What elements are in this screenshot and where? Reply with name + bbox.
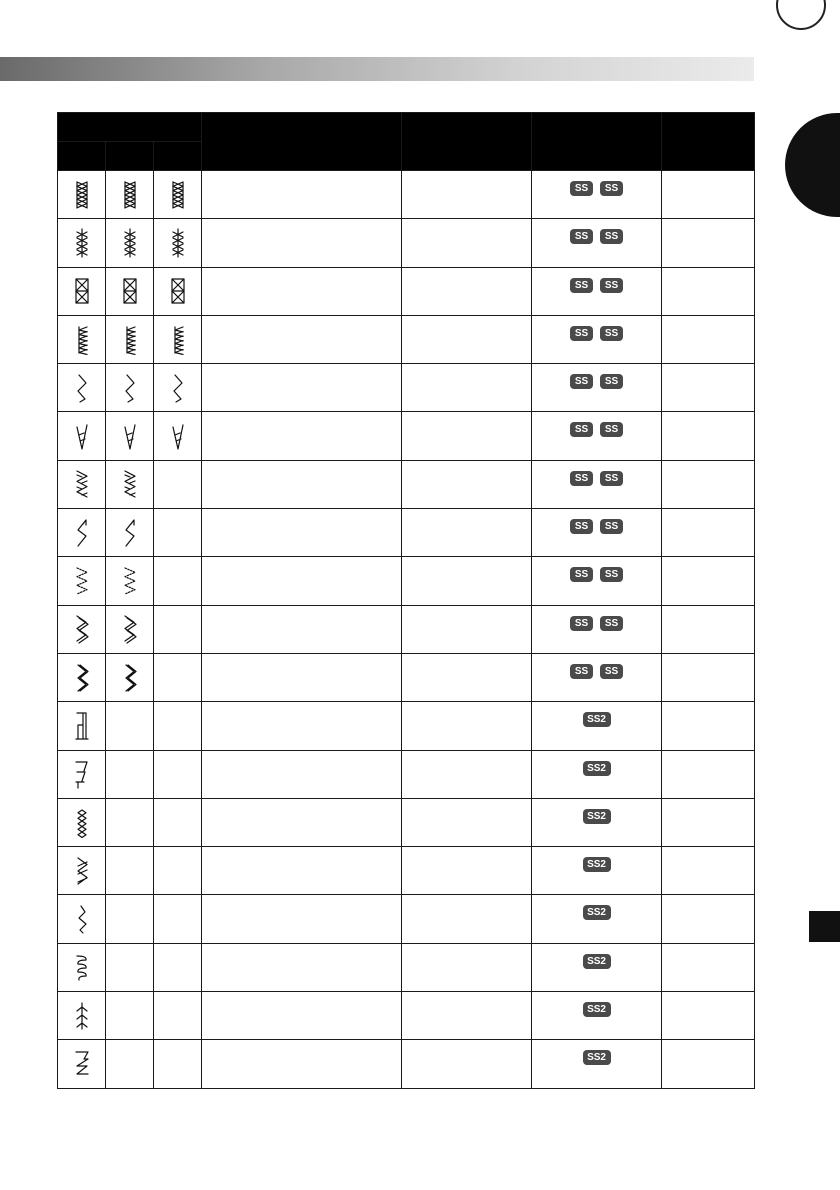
box-x-stitch-icon (74, 282, 90, 299)
stitch-pattern-cell (154, 315, 202, 363)
stitch-name-cell (202, 460, 402, 508)
application-cell (402, 702, 532, 750)
application-cell (402, 895, 532, 943)
extra-cell (662, 750, 755, 798)
double-x-stitch-icon (170, 234, 186, 251)
presser-foot-cell (532, 992, 662, 1040)
presser-foot-cell (532, 653, 662, 701)
table-row (58, 171, 755, 219)
stitch-pattern-cell (58, 943, 106, 991)
section-header-bar (0, 57, 754, 81)
stitch-pattern-cell (154, 943, 202, 991)
stitch-name-cell (202, 798, 402, 846)
presser-foot-cell (532, 509, 662, 557)
extra-cell (662, 605, 755, 653)
stitch-name-cell (202, 992, 402, 1040)
presser-foot-cell (532, 171, 662, 219)
extra-cell (662, 460, 755, 508)
stitch-name-cell (202, 750, 402, 798)
stitch-pattern-cell (106, 653, 154, 701)
stitch-pattern-cell (154, 798, 202, 846)
stitch-subheader-3 (154, 142, 202, 171)
presser-foot-badge: SS2 (583, 905, 611, 920)
table-row (58, 895, 755, 943)
table-row (58, 460, 755, 508)
presser-foot-cell (532, 605, 662, 653)
presser-foot-badge: SS (570, 422, 593, 437)
presser-foot-badge: SS (570, 471, 593, 486)
stitch-pattern-cell (154, 992, 202, 1040)
extra-cell (662, 557, 755, 605)
stitch-pattern-cell (106, 750, 154, 798)
stitch-name-cell (202, 171, 402, 219)
stitch-pattern-cell (58, 557, 106, 605)
table-row (58, 557, 755, 605)
presser-foot-badge: SS (600, 616, 623, 631)
table-row (58, 1040, 755, 1088)
table-row (58, 653, 755, 701)
stitch-name-cell (202, 315, 402, 363)
stitch-pattern-cell (106, 847, 154, 895)
table-row (58, 412, 755, 460)
stitch-name-cell (202, 219, 402, 267)
arrow-zigzag-stitch-icon (74, 524, 90, 541)
triple-zigzag-stitch-icon (122, 621, 138, 638)
application-header (402, 113, 532, 171)
extra-cell (662, 702, 755, 750)
presser-foot-badge: SS (570, 181, 593, 196)
application-cell (402, 557, 532, 605)
stitch-pattern-cell (154, 702, 202, 750)
application-cell (402, 847, 532, 895)
application-cell (402, 171, 532, 219)
table-row (58, 750, 755, 798)
extra-cell (662, 171, 755, 219)
table-row (58, 605, 755, 653)
stitch-pattern-cell (106, 509, 154, 557)
presser-foot-cell (532, 895, 662, 943)
presser-foot-cell (532, 798, 662, 846)
stitch-pattern-cell (154, 460, 202, 508)
presser-foot-badge: SS2 (583, 761, 611, 776)
stitch-name-cell (202, 943, 402, 991)
extra-header (662, 113, 755, 171)
application-cell (402, 943, 532, 991)
blind-hem-stitch-icon (74, 717, 90, 734)
stitch-pattern-cell (154, 364, 202, 412)
presser-foot-badge: SS (570, 326, 593, 341)
presser-foot-header (532, 113, 662, 171)
table-row (58, 992, 755, 1040)
stitch-pattern-cell (154, 847, 202, 895)
stitch-name-cell (202, 702, 402, 750)
extra-cell (662, 509, 755, 557)
stitch-pattern-cell (58, 171, 106, 219)
triple-zigzag-stitch-icon (74, 621, 90, 638)
presser-foot-badge: SS (570, 519, 593, 534)
feather-zigzag-stitch-icon (74, 476, 90, 493)
presser-foot-badge: SS (570, 229, 593, 244)
application-cell (402, 219, 532, 267)
box-x-stitch-icon (170, 282, 186, 299)
stitch-name-cell (202, 847, 402, 895)
application-cell (402, 412, 532, 460)
application-cell (402, 509, 532, 557)
stitch-name-cell (202, 267, 402, 315)
stitch-pattern-cell (106, 798, 154, 846)
presser-foot-badge: SS (570, 278, 593, 293)
chevron-stack-stitch-icon (122, 331, 138, 348)
diamond-stitch-icon (74, 814, 90, 831)
table-row (58, 364, 755, 412)
application-cell (402, 605, 532, 653)
stitch-pattern-cell (106, 219, 154, 267)
registration-mark (776, 0, 826, 30)
presser-foot-badge: SS (600, 229, 623, 244)
stitch-name-cell (202, 653, 402, 701)
stitch-name-cell (202, 895, 402, 943)
presser-foot-badge: SS (600, 471, 623, 486)
presser-foot-badge: SS (600, 181, 623, 196)
extra-cell (662, 315, 755, 363)
presser-foot-cell (532, 702, 662, 750)
stitch-pattern-cell (106, 605, 154, 653)
stitch-pattern-cell (58, 798, 106, 846)
feather-zigzag-stitch-icon (122, 476, 138, 493)
stitch-pattern-cell (58, 315, 106, 363)
shell-zigzag-stitch-icon (74, 862, 90, 879)
dotted-zigzag-stitch-icon (74, 572, 90, 589)
extra-cell (662, 943, 755, 991)
stitch-pattern-cell (106, 315, 154, 363)
stitch-pattern-cell (106, 702, 154, 750)
application-cell (402, 750, 532, 798)
stitch-pattern-cell (58, 605, 106, 653)
application-cell (402, 364, 532, 412)
table-row (58, 847, 755, 895)
application-cell (402, 1040, 532, 1088)
stitch-name-cell (202, 557, 402, 605)
presser-foot-cell (532, 219, 662, 267)
double-zigzag-stitch-icon (122, 669, 138, 686)
stitch-pattern-cell (106, 943, 154, 991)
presser-foot-badge: SS (570, 616, 593, 631)
stitch-pattern-cell (58, 412, 106, 460)
cross-stitch-icon (122, 186, 138, 203)
stitch-pattern-cell (154, 267, 202, 315)
tick-zigzag-stitch-icon (170, 427, 186, 444)
application-cell (402, 315, 532, 363)
presser-foot-badge: SS (600, 567, 623, 582)
extra-cell (662, 798, 755, 846)
application-cell (402, 460, 532, 508)
application-cell (402, 798, 532, 846)
stitch-subheader-1 (58, 142, 106, 171)
stitch-pattern-cell (106, 171, 154, 219)
presser-foot-cell (532, 847, 662, 895)
serpentine-stitch-icon (74, 910, 90, 927)
stitch-pattern-cell (106, 1040, 154, 1088)
stitch-pattern-cell (106, 364, 154, 412)
presser-foot-badge: SS (600, 422, 623, 437)
presser-foot-badge: SS (600, 374, 623, 389)
double-zigzag-stitch-icon (74, 669, 90, 686)
application-cell (402, 992, 532, 1040)
zigzag-stitch-icon (170, 379, 186, 396)
extra-cell (662, 267, 755, 315)
stitch-name-cell (202, 509, 402, 557)
stitch-pattern-cell (154, 219, 202, 267)
extra-cell (662, 1040, 755, 1088)
application-cell (402, 653, 532, 701)
extra-cell (662, 219, 755, 267)
stitch-pattern-cell (58, 509, 106, 557)
presser-foot-cell (532, 1040, 662, 1088)
stitch-pattern-cell (58, 750, 106, 798)
stitch-table-body (58, 171, 755, 1089)
stitch-pattern-cell (106, 992, 154, 1040)
stitch-name-cell (202, 412, 402, 460)
presser-foot-badge: SS (600, 326, 623, 341)
zigzag-stitch-icon (122, 379, 138, 396)
stitch-table (57, 112, 755, 1089)
stitch-pattern-cell (106, 267, 154, 315)
section-tab (809, 911, 840, 942)
stitch-pattern-cell (154, 509, 202, 557)
stitch-pattern-cell (154, 895, 202, 943)
presser-foot-badge: SS (600, 519, 623, 534)
extra-cell (662, 412, 755, 460)
stitch-pattern-cell (58, 267, 106, 315)
cross-stitch-icon (74, 186, 90, 203)
presser-foot-badge: SS (570, 664, 593, 679)
table-row (58, 315, 755, 363)
presser-foot-cell (532, 412, 662, 460)
presser-foot-badge: SS (600, 278, 623, 293)
stitch-pattern-cell (154, 653, 202, 701)
presser-foot-badge: SS2 (583, 809, 611, 824)
presser-foot-cell (532, 315, 662, 363)
stitch-pattern-cell (106, 557, 154, 605)
stitch-pattern-cell (106, 412, 154, 460)
extra-cell (662, 653, 755, 701)
stitch-pattern-cell (58, 895, 106, 943)
tick-zigzag-stitch-icon (122, 427, 138, 444)
double-x-stitch-icon (122, 234, 138, 251)
cross-stitch-icon (170, 186, 186, 203)
tick-zigzag-stitch-icon (74, 427, 90, 444)
stitch-pattern-cell (58, 364, 106, 412)
stitch-pattern-cell (58, 847, 106, 895)
stitch-pattern-cell (58, 460, 106, 508)
table-row (58, 267, 755, 315)
stitch-pattern-cell (58, 1040, 106, 1088)
presser-foot-badge: SS2 (583, 954, 611, 969)
stitch-pattern-cell (58, 992, 106, 1040)
presser-foot-cell (532, 364, 662, 412)
wave-zigzag-stitch-icon (74, 1055, 90, 1072)
presser-foot-badge: SS (570, 567, 593, 582)
stitch-pattern-cell (58, 653, 106, 701)
slant-hem-stitch-icon (74, 765, 90, 782)
double-x-stitch-icon (74, 234, 90, 251)
extra-cell (662, 847, 755, 895)
stitch-name-cell (202, 605, 402, 653)
presser-foot-cell (532, 267, 662, 315)
stitch-pattern-cell (58, 702, 106, 750)
arrow-zigzag-stitch-icon (122, 524, 138, 541)
stitch-pattern-cell (154, 750, 202, 798)
chevron-stack-stitch-icon (74, 331, 90, 348)
stitch-pattern-cell (154, 557, 202, 605)
presser-foot-badge: SS2 (583, 1050, 611, 1065)
stitch-pattern-cell (106, 460, 154, 508)
box-x-stitch-icon (122, 282, 138, 299)
stitch-name-cell (202, 1040, 402, 1088)
presser-foot-cell (532, 557, 662, 605)
stitch-subheader-2 (106, 142, 154, 171)
stitch-pattern-cell (154, 171, 202, 219)
chevron-stack-stitch-icon (170, 331, 186, 348)
presser-foot-badge: SS (570, 374, 593, 389)
presser-foot-badge: SS2 (583, 857, 611, 872)
presser-foot-badge: SS2 (583, 1002, 611, 1017)
stitch-pattern-cell (154, 412, 202, 460)
presser-foot-cell (532, 750, 662, 798)
stitch-pattern-cell (154, 1040, 202, 1088)
presser-foot-badge: SS (600, 664, 623, 679)
stitch-pattern-cell (58, 219, 106, 267)
dotted-zigzag-stitch-icon (122, 572, 138, 589)
presser-foot-cell (532, 460, 662, 508)
stitch-pattern-cell (106, 895, 154, 943)
table-row (58, 219, 755, 267)
feather-stitch-icon (74, 1007, 90, 1024)
table-row (58, 798, 755, 846)
stitch-group-header (58, 113, 202, 142)
extra-cell (662, 992, 755, 1040)
stitch-pattern-cell (154, 605, 202, 653)
zigzag-stitch-icon (74, 379, 90, 396)
table-row (58, 702, 755, 750)
presser-foot-cell (532, 943, 662, 991)
extra-cell (662, 895, 755, 943)
chapter-tab (785, 113, 840, 217)
table-row (58, 509, 755, 557)
stitch-name-cell (202, 364, 402, 412)
stitch-name-header (202, 113, 402, 171)
presser-foot-badge: SS2 (583, 712, 611, 727)
extra-cell (662, 364, 755, 412)
scallop-stitch-icon (74, 959, 90, 976)
table-row (58, 943, 755, 991)
application-cell (402, 267, 532, 315)
